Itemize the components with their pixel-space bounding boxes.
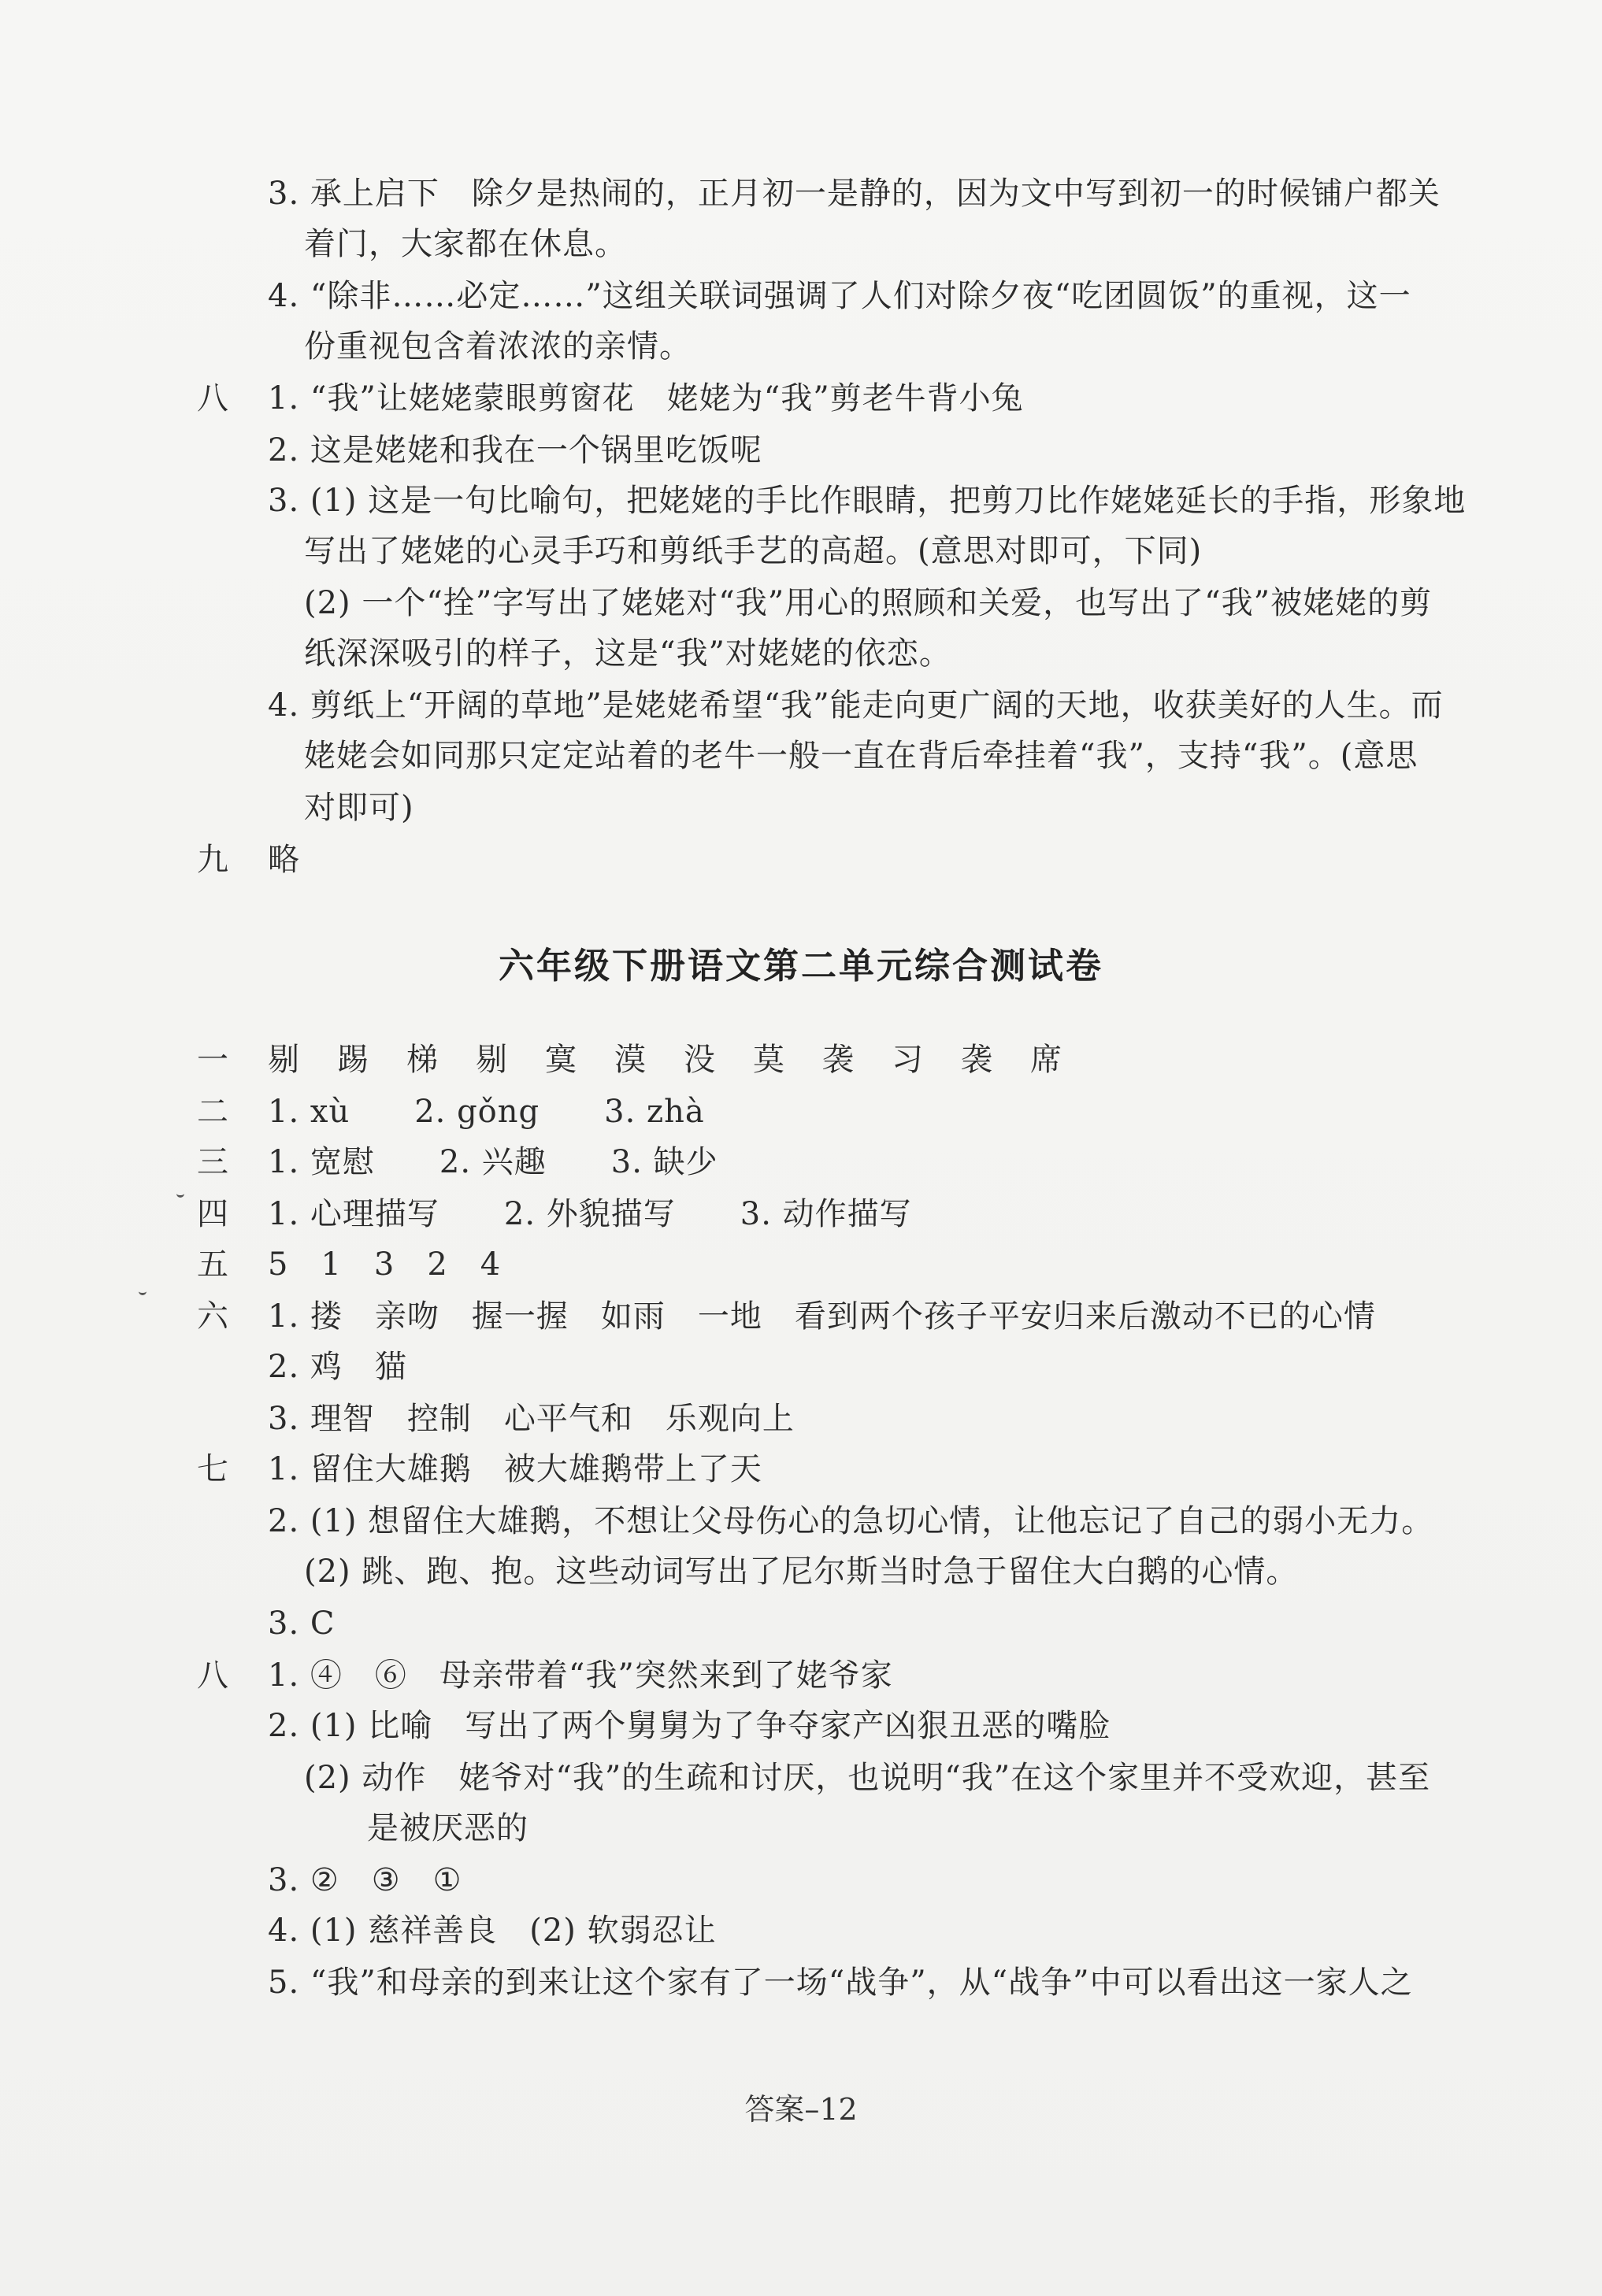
q8-item2-line2: (2) 动作 姥爷对“我”的生疏和讨厌，也说明“我”在这个家里并不受欢迎，甚至 xyxy=(304,1760,1431,1796)
prev-q8-item1: 1. “我”让姥姥蒙眼剪窗花 姥姥为“我”剪老牛背小兔 xyxy=(268,380,1024,417)
margin-mark xyxy=(139,1288,146,1295)
q6-item2: 2. 鸡 猫 xyxy=(268,1349,407,1385)
q7-number: 七 xyxy=(197,1451,229,1487)
prev-q8-item4-line2: 姥姥会如同那只定定站着的老牛一般一直在背后牵挂着“我”，支持“我”。(意思 xyxy=(304,738,1418,774)
q8-number: 八 xyxy=(197,1657,229,1694)
q2-answer: 1. xù 2. gǒng 3. zhà xyxy=(268,1094,705,1130)
q8-item2-line3: 是被厌恶的 xyxy=(367,1810,528,1846)
q7-item3: 3. C xyxy=(268,1605,336,1642)
prev-q8-item2: 2. 这是姥姥和我在一个锅里吃饭呢 xyxy=(268,432,762,468)
prev-q8-item4-line3: 对即可) xyxy=(304,790,414,826)
q4-number: 四 xyxy=(197,1196,229,1232)
prev-q8-item3-line3: (2) 一个“拴”字写出了姥姥对“我”用心的照顾和关爱，也写出了“我”被姥姥的剪 xyxy=(304,585,1433,621)
q1-answer: 剔 踢 梯 剔 寞 漠 没 莫 袭 习 袭 席 xyxy=(268,1042,1065,1078)
q7-item2-line2: (2) 跳、跑、抱。这些动词写出了尼尔斯当时急于留住大白鹅的心情。 xyxy=(304,1554,1299,1590)
q3-answer: 1. 宽慰 2. 兴趣 3. 缺少 xyxy=(268,1144,718,1180)
prev-q7-item3-line2: 着门，大家都在休息。 xyxy=(304,226,627,262)
prev-q8-item3-line4: 纸深深吸引的样子，这是“我”对姥姥的依恋。 xyxy=(304,635,951,672)
prev-q7-item4-line2: 份重视包含着浓浓的亲情。 xyxy=(304,328,692,365)
q8-item4: 4. (1) 慈祥善良 (2) 软弱忍让 xyxy=(268,1913,717,1949)
q7-item2-line1: 2. (1) 想留住大雄鹅，不想让父母伤心的急切心情，让他忘记了自己的弱小无力。 xyxy=(268,1503,1434,1539)
q8-item1: 1. ④ ⑥ 母亲带着“我”突然来到了姥爷家 xyxy=(268,1657,893,1694)
q8-item5: 5. “我”和母亲的到来让这个家有了一场“战争”，从“战争”中可以看出这一家人之 xyxy=(268,1965,1413,2001)
q8-item3: 3. ② ③ ① xyxy=(268,1862,462,1898)
prev-q7-item4-line1: 4. “除非……必定……”这组关联词强调了人们对除夕夜“吃团圆饭”的重视，这一 xyxy=(268,278,1411,314)
prev-q8-number: 八 xyxy=(197,380,229,417)
page-number: 答案–12 xyxy=(744,2092,858,2127)
q7-item1: 1. 留住大雄鹅 被大雄鹅带上了天 xyxy=(268,1451,762,1487)
prev-q9-text: 略 xyxy=(268,842,300,878)
margin-mark xyxy=(176,1191,184,1198)
q4-answer: 1. 心理描写 2. 外貌描写 3. 动作描写 xyxy=(268,1196,912,1232)
prev-q9-number: 九 xyxy=(197,842,229,878)
prev-q8-item3-line2: 写出了姥姥的心灵手巧和剪纸手艺的高超。(意思对即可，下同) xyxy=(304,533,1203,569)
prev-q8-item3-line1: 3. (1) 这是一句比喻句，把姥姥的手比作眼睛，把剪刀比作姥姥延长的手指，形象地 xyxy=(268,483,1467,519)
prev-q7-item3-line1: 3. 承上启下 除夕是热闹的，正月初一是静的，因为文中写到初一的时候铺户都关 xyxy=(268,176,1441,212)
q1-number: 一 xyxy=(197,1042,229,1078)
q2-number: 二 xyxy=(197,1094,229,1130)
q3-number: 三 xyxy=(197,1144,229,1180)
q6-item1: 1. 搂 亲吻 握一握 如雨 一地 看到两个孩子平安归来后激动不已的心情 xyxy=(268,1298,1376,1335)
q5-answer: 5 1 3 2 4 xyxy=(268,1246,502,1283)
q6-item3: 3. 理智 控制 心平气和 乐观向上 xyxy=(268,1401,795,1437)
page-title: 六年级下册语文第二单元综合测试卷 xyxy=(498,945,1103,987)
q8-item2-line1: 2. (1) 比喻 写出了两个舅舅为了争夺家产凶狠丑恶的嘴脸 xyxy=(268,1708,1111,1744)
q6-number: 六 xyxy=(197,1298,229,1335)
q5-number: 五 xyxy=(197,1246,229,1283)
prev-q8-item4-line1: 4. 剪纸上“开阔的草地”是姥姥希望“我”能走向更广阔的天地，收获美好的人生。而 xyxy=(268,687,1444,724)
